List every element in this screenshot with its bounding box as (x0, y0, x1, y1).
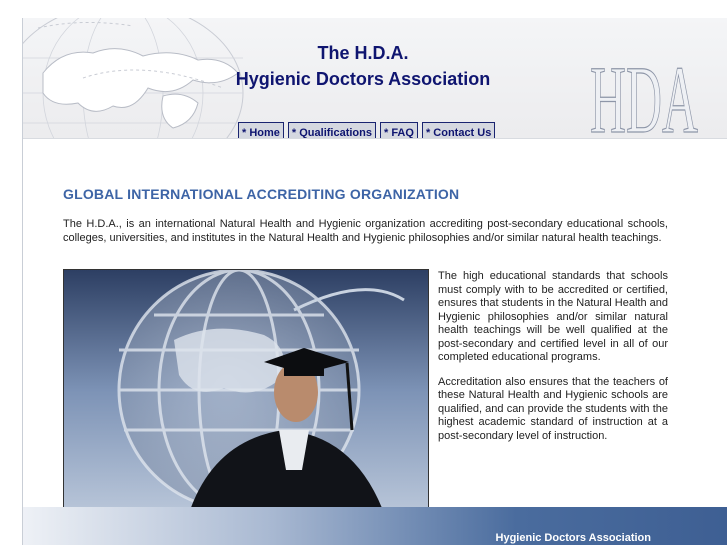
teachers-paragraph: Accreditation also ensures that the teachers of these Natural Health and Hygienic schools are qualified, and can provide the students with the highest academic standard of instruction at a post-secondary level of instruction. (438, 375, 668, 442)
nav-contact-us[interactable]: * Contact Us (422, 122, 495, 139)
hda-logo (588, 54, 727, 136)
intro-paragraph: The H.D.A., is an international Natural Health and Hygienic organization accrediting post-secondary educational schools, colleges, universities, and institutes in the Natural Health and Hygienic philosophies and/or similar natural health teachings. (63, 218, 668, 244)
site-title-line2: Hygienic Doctors Association (235, 69, 491, 89)
page-heading: GLOBAL INTERNATIONAL ACCREDITING ORGANIZATION (63, 186, 460, 202)
site-title (203, 40, 523, 92)
main-content (63, 186, 668, 245)
page (22, 18, 727, 545)
footer-text: Hygienic Doctors Association (495, 532, 651, 544)
accreditation-text (438, 270, 668, 454)
hda-logo-text: HDA (590, 54, 698, 136)
site-title-line1: The H.D.A. (317, 43, 409, 63)
nav-home[interactable]: * Home (238, 122, 284, 139)
main-nav (238, 122, 495, 139)
site-header (23, 18, 727, 139)
nav-faq[interactable]: * FAQ (380, 122, 418, 139)
standards-paragraph: The high educational standards that schools must comply with to be accredited or certified, ensures that students in the Natural Health and Hygienic philosophies and/or similar natural health teachings will be well qualified at the post-secondary and certified level in all of our completed educational programs. (438, 270, 668, 363)
nav-qualifications[interactable]: * Qualifications (288, 122, 376, 139)
site-footer (23, 507, 727, 545)
graduate-globe-photo (63, 269, 429, 514)
